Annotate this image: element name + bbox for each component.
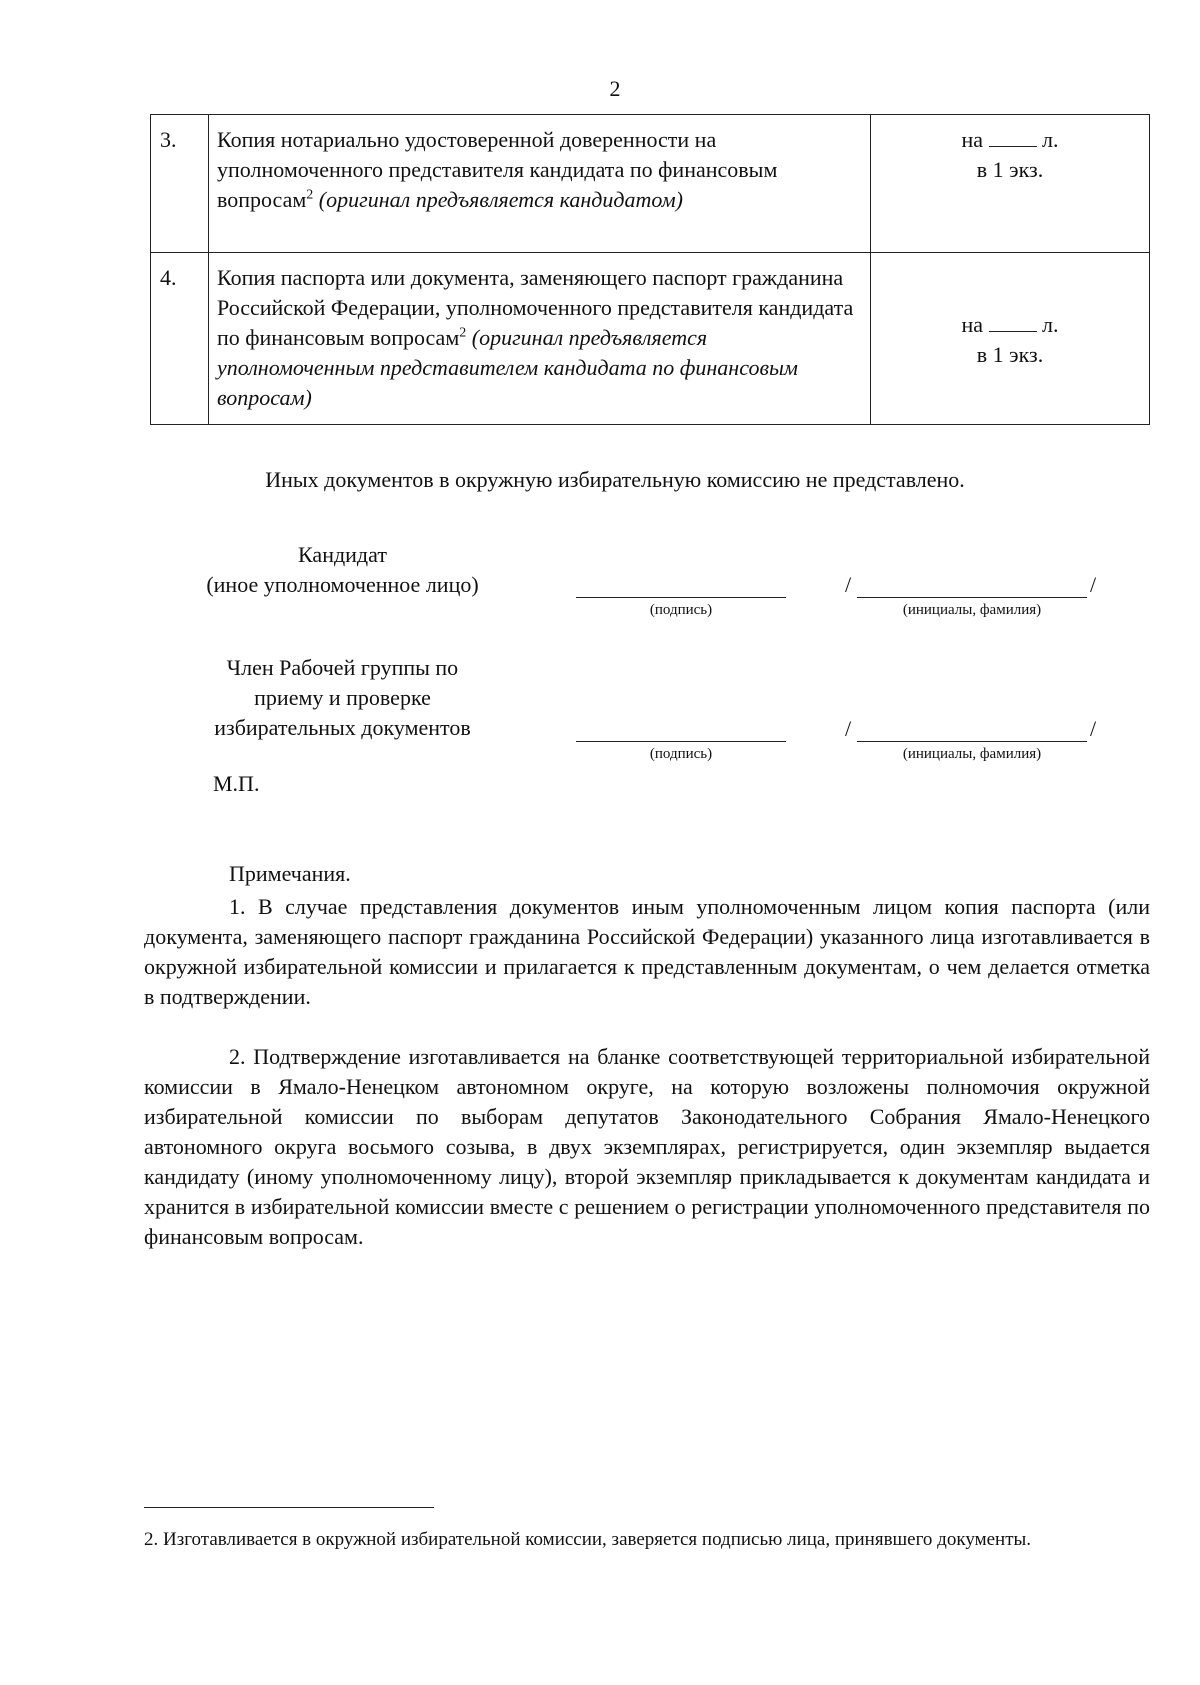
- note-item: 2. Подтверждение изготавливается на бланке соответствующей территориальной избирательной комиссии в Ямало-Ненецком автономном округе, на которую возложены полномочия окружной избирательной комиссии по выборам депутатов Законодательного Собрания Ямало-Ненецкого автономного округа восьмого созыва, в двух экземплярах, регистрируется, один экземпляр выдается кандидату (иному уполномоченному лицу), второй экземпляр прикладывается к документам кандидата и хранится в избирательной комиссии вместе с решением о регистрации уполномоченного представителя по финансовым вопросам.: [144, 1044, 1150, 1249]
- qty-prefix: на: [961, 127, 984, 152]
- candidate-role-label: [170, 540, 515, 600]
- signature-caption: (подпись): [649, 602, 713, 618]
- row-quantity: [871, 253, 1150, 425]
- row-note: (оригинал предъявляется уполномоченным представителем кандидата по финансовым вопросам): [217, 325, 798, 410]
- member-signature-line[interactable]: [576, 741, 786, 742]
- footnote-ref: 2: [306, 187, 314, 203]
- footnote: 2. Изготавливается в окружной избирательной комиссии, заверяется подписью лица, принявшего документы.: [144, 1529, 1032, 1550]
- name-caption: (инициалы, фамилия): [902, 602, 1042, 618]
- candidate-signature-line[interactable]: [576, 597, 786, 598]
- note-item: 1. В случае представления документов иным уполномоченным лицом копия паспорта (или документа, заменяющего паспорт гражданина Российской Федерации) указанного лица изготавливается в окружной избирательной комиссии и прилагается к представленным документам, о чем делается отметка в подтверждении.: [144, 894, 1150, 1009]
- row-quantity: [871, 115, 1150, 253]
- signature-caption: (подпись): [649, 746, 713, 762]
- row-number: 3.: [151, 115, 209, 253]
- role-line: Кандидат: [298, 542, 387, 567]
- row-number: 4.: [151, 253, 209, 425]
- candidate-name-line[interactable]: [857, 597, 1087, 598]
- footnote-separator: [144, 1507, 434, 1508]
- row-description: [209, 115, 871, 253]
- notes-title: Примечания.: [229, 861, 351, 886]
- table-row: [151, 115, 1150, 253]
- working-group-member-role-label: [170, 653, 515, 743]
- footnote-ref: 2: [459, 325, 467, 341]
- name-slash-left: /: [845, 572, 852, 597]
- name-slash-right: /: [1090, 716, 1097, 741]
- copies-count: в 1 экз.: [976, 157, 1044, 182]
- qty-suffix: л.: [1042, 127, 1059, 152]
- qty-prefix: на: [961, 311, 984, 337]
- stamp-place: М.П.: [213, 771, 260, 796]
- row-description: [209, 253, 871, 425]
- qty-suffix: л.: [1042, 311, 1059, 337]
- no-other-documents-statement: Иных документов в окружную избирательную комиссию не представлено.: [265, 467, 965, 492]
- name-slash-left: /: [845, 716, 852, 741]
- copies-count: в 1 экз.: [976, 341, 1044, 367]
- role-line: приему и проверке: [254, 685, 431, 710]
- documents-table: [150, 114, 1150, 425]
- member-name-line[interactable]: [857, 741, 1087, 742]
- row-text: Копия нотариально удостоверенной доверенности на уполномоченного представителя кандидата по финансовым вопросам: [217, 127, 778, 212]
- name-caption: (инициалы, фамилия): [902, 746, 1042, 762]
- pages-blank[interactable]: [989, 313, 1037, 332]
- row-text: Копия паспорта или документа, заменяющего паспорт гражданина Российской Федерации, уполномоченного представителя кандидата по финансовым вопросам: [217, 265, 854, 350]
- name-slash-right: /: [1090, 572, 1097, 597]
- role-line: избирательных документов: [214, 715, 471, 740]
- row-note: (оригинал предъявляется кандидатом): [318, 187, 683, 212]
- role-line: Член Рабочей группы по: [226, 655, 459, 680]
- role-line: (иное уполномоченное лицо): [206, 572, 479, 597]
- table-row: [151, 253, 1150, 425]
- page-number: 2: [609, 76, 621, 101]
- pages-blank[interactable]: [989, 128, 1037, 147]
